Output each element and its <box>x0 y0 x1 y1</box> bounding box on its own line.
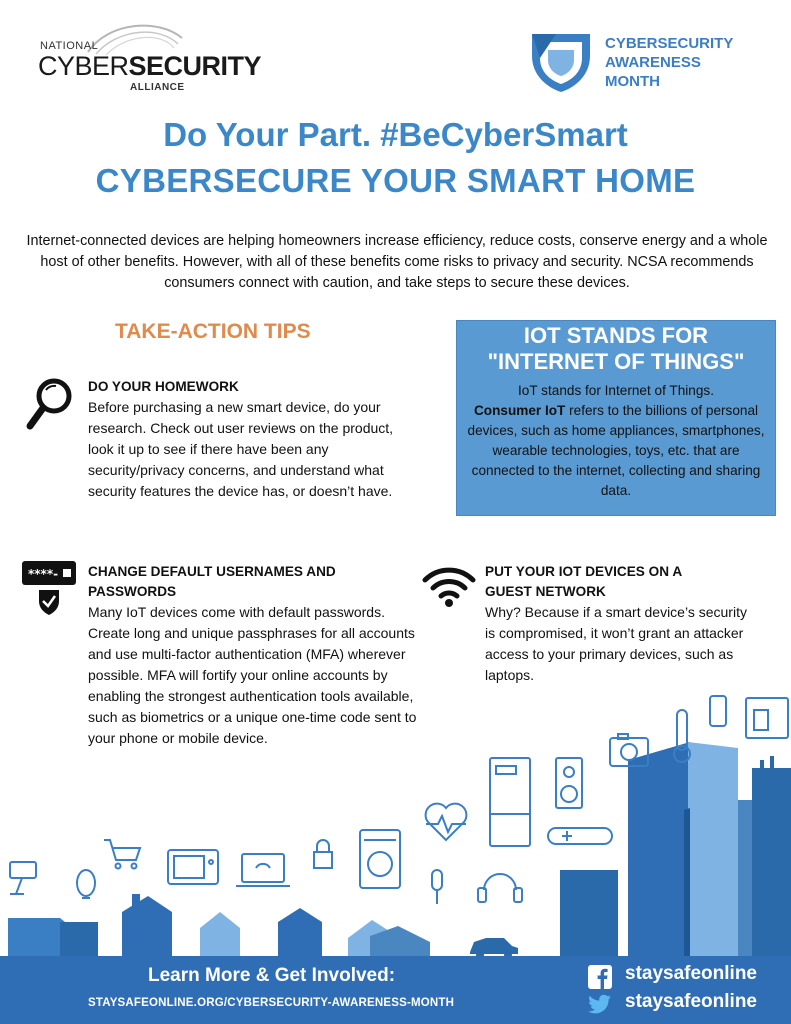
laptop-icon <box>242 854 284 882</box>
footer-url-link[interactable]: STAYSAFEONLINE.ORG/CYBERSECURITY-AWARENESS-MONTH <box>88 997 455 1009</box>
cam-line3: MONTH <box>605 73 660 90</box>
twitter-handle: staysafeonline <box>625 991 757 1012</box>
intro-paragraph: Internet-connected devices are helping homeowners increase efficiency, reduce costs, conserve energy and a whole host of other benefits. However, with all of these benefits come risks to privacy and security. NCSA recommends consumers connect with caution, and take steps to secure these devices. <box>26 233 768 291</box>
tip-guest-body: Why? Because if a smart device’s security is compromised, it won’t grant an attacker access to your primary devices, such as laptops. <box>485 604 747 683</box>
smart-home-skyline-illustration <box>0 690 791 960</box>
tip-homework-body: Before purchasing a new smart device, do your research. Check out user reviews on the product, look it up to see if there have been any security/privacy concerns, and understand what security features the device has, or doesn’t have. <box>88 399 394 499</box>
iot-info-box <box>456 320 776 516</box>
facebook-icon <box>588 965 612 989</box>
ncsa-alliance: ALLIANCE <box>130 82 185 93</box>
cam-text <box>605 34 733 91</box>
light-bulb-icon <box>77 870 95 896</box>
ncsa-cyber: CYBER <box>38 51 129 81</box>
magnifying-glass-icon <box>24 376 74 432</box>
iot-box-body <box>457 381 775 501</box>
ncsa-national: NATIONAL <box>40 40 99 52</box>
page-title: Do Your Part. #BeCyberSmart <box>163 116 628 153</box>
microphone-icon <box>432 870 442 890</box>
iot-body-rest: refers to the billions of personal devices, such as home appliances, smartphones, wearable technologies, toys, etc. that are connected to the internet, collecting and sharing data. <box>467 403 765 498</box>
page-subtitle: CYBERSECURE YOUR SMART HOME <box>95 162 696 199</box>
game-controller-icon <box>548 828 612 844</box>
ncsa-logo <box>38 18 262 93</box>
ncsa-security: SECURITY <box>128 51 262 81</box>
iot-body-intro: IoT stands for Internet of Things. <box>518 383 714 398</box>
security-camera-icon <box>10 862 36 878</box>
iot-title-line1: IOT STANDS FOR <box>523 323 709 348</box>
cybersecurity-awareness-month-logo <box>528 28 768 98</box>
tip-homework-title: DO YOUR HOMEWORK <box>88 379 239 394</box>
twitter-icon <box>588 994 612 1016</box>
cam-line2: AWARENESS <box>605 54 701 71</box>
padlock-icon <box>314 852 332 868</box>
tip-guest-network <box>485 562 765 686</box>
smartphone-icon <box>710 696 726 726</box>
tip-do-your-homework <box>88 377 408 502</box>
facebook-handle: staysafeonline <box>625 963 757 984</box>
ncsa-cybersecurity <box>38 51 261 81</box>
tip-guest-title: PUT YOUR IOT DEVICES ON A GUEST NETWORK <box>485 564 682 599</box>
heart-monitor-icon <box>426 804 467 840</box>
footer-banner <box>0 956 791 1024</box>
iot-title-line2: "INTERNET OF THINGS" <box>487 349 745 374</box>
iot-box-title <box>457 323 775 375</box>
tips-heading: TAKE-ACTION TIPS <box>115 320 311 343</box>
tip-passwords-body: Many IoT devices come with default passwords. Create long and unique passphrases for all accounts and use multi-factor authentication (MFA) wherever possible. MFA will fortify your online accounts by enabling the strongest authentication tools available, such as biometrics or a unique one-time code sent to your phone or mobile device. <box>88 604 417 746</box>
houses <box>8 894 430 960</box>
cam-line1: CYBERSECURITY <box>605 35 734 52</box>
shield-logo-icon <box>528 28 594 94</box>
buildings <box>560 742 791 960</box>
password-shield-icon <box>22 561 76 617</box>
headphones-icon <box>484 874 516 890</box>
iot-body-bold: Consumer IoT <box>473 403 566 418</box>
speaker-icon <box>556 758 582 808</box>
tip-passwords-title: CHANGE DEFAULT USERNAMES AND PASSWORDS <box>88 564 336 599</box>
svg-text:****-: ****- <box>28 567 59 581</box>
shopping-cart-icon <box>104 840 140 860</box>
learn-more-text: Learn More & Get Involved: <box>148 965 396 986</box>
washing-machine-icon <box>360 830 400 888</box>
wifi-icon <box>422 566 476 608</box>
